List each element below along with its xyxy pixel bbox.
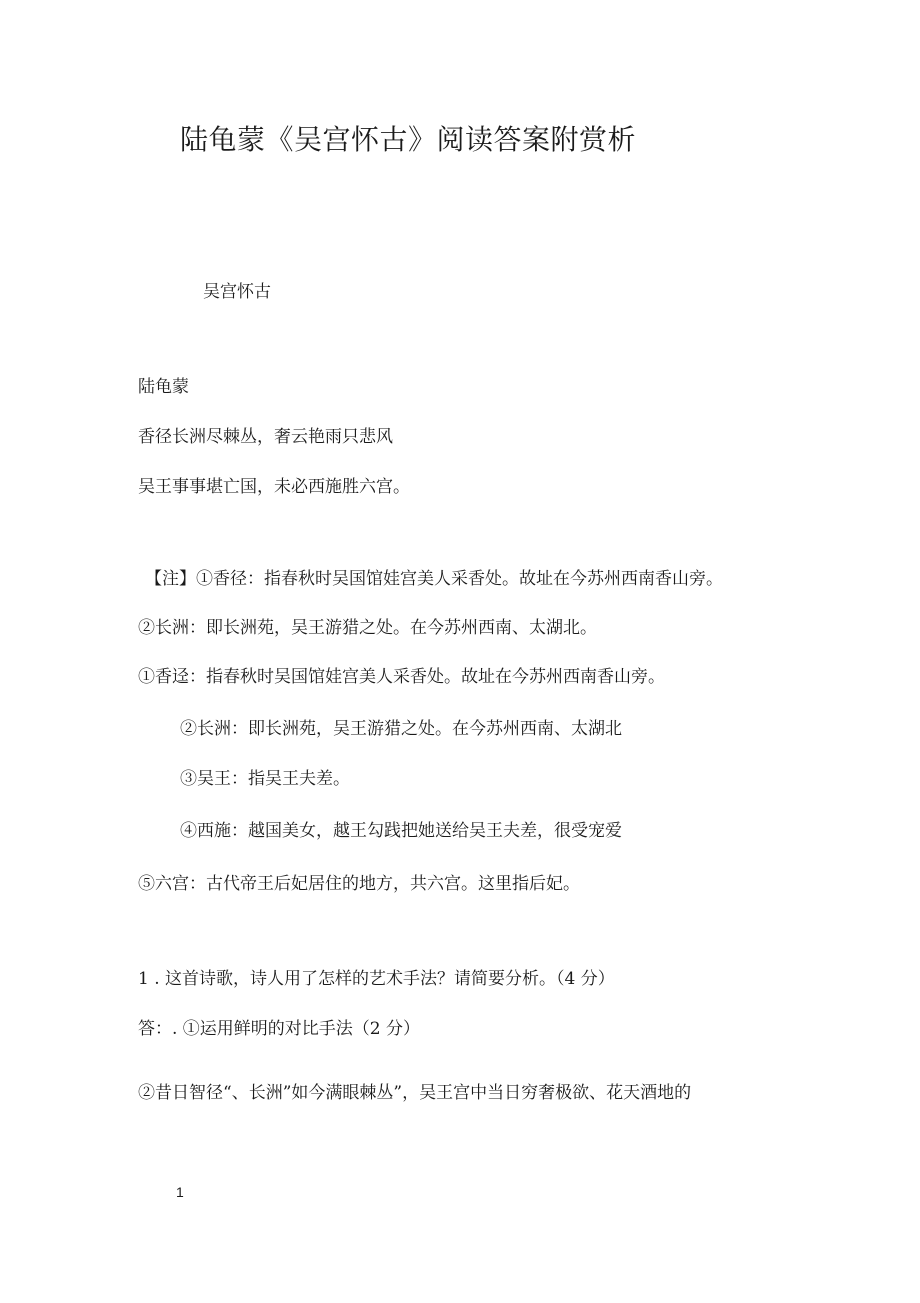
note-line: ④西施：越国美女，越王勾践把她送给吴王夫差，很受宠爱 xyxy=(180,821,622,841)
answer-line: 答：. ①运用鲜明的对比手法（2 分） xyxy=(138,1019,421,1039)
note-line: ②长洲：即长洲苑，吴王游猎之处。在今苏州西南、太湖北 xyxy=(180,719,622,739)
poem-line: 吴王事事堪亡国，未必西施胜六宫。 xyxy=(138,477,410,497)
question-text: 1 . 这首诗歌，诗人用了怎样的艺术手法？请简要分析。（4 分） xyxy=(138,969,615,989)
poem-line: 香径长洲尽棘丛，奢云艳雨只悲风 xyxy=(138,427,393,447)
note-line: ①香迳：指春秋时吴国馆娃宫美人采香处。故址在今苏州西南香山旁。 xyxy=(138,667,665,687)
document-title: 陆龟蒙《吴宫怀古》阅读答案附赏析 xyxy=(180,123,637,156)
note-line: 【注】①香径：指春秋时吴国馆娃宫美人采香处。故址在今苏州西南香山旁。 xyxy=(145,569,723,589)
note-line: ②长洲：即长洲苑，吴王游猎之处。在今苏州西南、太湖北。 xyxy=(138,618,597,638)
note-line: ③吴王：指吴王夫差。 xyxy=(180,769,350,789)
poem-heading: 吴宫怀古 xyxy=(203,282,271,302)
page-number: 1 xyxy=(176,1184,184,1200)
poem-author: 陆龟蒙 xyxy=(138,377,189,397)
note-line: ⑤六宫：古代帝王后妃居住的地方，共六宫。这里指后妃。 xyxy=(138,874,580,894)
answer-line: ②昔日智径“、长洲”如今满眼棘丛”，吴王宫中当日穷奢极欲、花天酒地的 xyxy=(138,1083,692,1103)
